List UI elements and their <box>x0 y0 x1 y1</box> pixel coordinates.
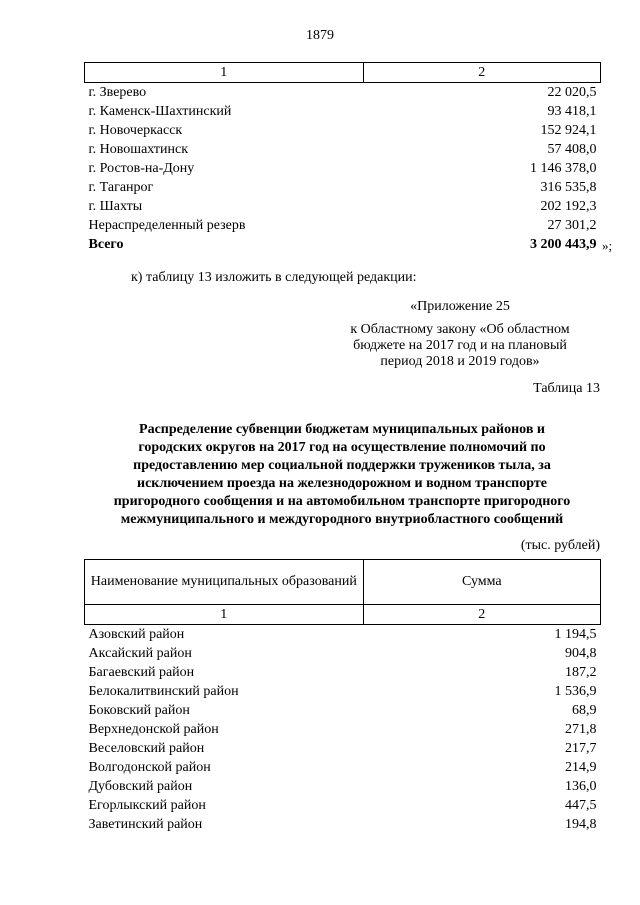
quote-close: »; <box>602 238 613 253</box>
row-name: г. Зверево <box>88 85 147 100</box>
table-row <box>85 739 601 758</box>
table-row <box>85 83 601 103</box>
row-value: 187,2 <box>565 665 597 680</box>
row-name: г. Таганрог <box>88 180 154 195</box>
column-number: 1 <box>85 63 364 83</box>
table-row <box>85 701 601 720</box>
table-row <box>85 102 601 121</box>
subvention-table <box>84 559 601 834</box>
row-value: 22 020,5 <box>547 85 597 100</box>
row-value: 214,9 <box>565 760 597 775</box>
row-value: 194,8 <box>565 817 597 832</box>
row-value: 27 301,2 <box>547 218 597 233</box>
row-value: 57 408,0 <box>547 142 597 157</box>
amendment-instruction: к) таблицу 13 изложить в следующей редакции: <box>131 270 417 285</box>
row-name: Верхнедонской район <box>88 722 219 737</box>
row-name: Егорлыкский район <box>88 798 206 813</box>
row-value: 68,9 <box>572 703 597 718</box>
heading-line: Распределение субвенции бюджетам муниципальных районов и <box>139 422 545 437</box>
appendix-line: бюджете на 2017 год и на плановый <box>353 338 567 353</box>
row-value: 1 536,9 <box>554 684 597 699</box>
row-name: г. Каменск-Шахтинский <box>88 104 232 119</box>
row-value: 447,5 <box>565 798 597 813</box>
row-name: г. Новочеркасск <box>88 123 183 138</box>
column-header: Наименование муниципальных образований <box>85 560 364 605</box>
table-header-row <box>85 560 601 605</box>
row-name: Белокалитвинский район <box>88 684 239 699</box>
table-row <box>85 159 601 178</box>
table-row <box>85 796 601 815</box>
table-row <box>85 121 601 140</box>
row-value: 1 146 378,0 <box>530 161 597 176</box>
column-number: 1 <box>85 605 364 625</box>
table-header-row <box>85 63 601 83</box>
row-value: 271,8 <box>565 722 597 737</box>
row-name: Дубовский район <box>88 779 193 794</box>
units-label: (тыс. рублей) <box>520 538 600 553</box>
table-heading <box>82 421 602 529</box>
column-number: 2 <box>363 605 600 625</box>
row-value: 217,7 <box>565 741 597 756</box>
total-value: 3 200 443,9 <box>530 237 597 252</box>
column-number: 2 <box>363 63 600 83</box>
row-value: 152 924,1 <box>540 123 597 138</box>
table-row <box>85 140 601 159</box>
heading-line: предоставлению мер социальной поддержки тружеников тыла, за <box>133 458 551 473</box>
row-name: Заветинский район <box>88 817 203 832</box>
table-row <box>85 644 601 663</box>
row-value: 1 194,5 <box>554 627 597 642</box>
row-name: Боковский район <box>88 703 190 718</box>
row-name: Азовский район <box>88 627 185 642</box>
table-row <box>85 216 601 235</box>
page-number: 1879 <box>306 28 334 43</box>
row-name: г. Ростов-на-Дону <box>88 161 195 176</box>
row-name: Багаевский район <box>88 665 195 680</box>
appendix-line: период 2018 и 2019 годов» <box>380 354 540 369</box>
table-row <box>85 682 601 701</box>
table-row <box>85 625 601 645</box>
table-row <box>85 815 601 834</box>
total-row <box>85 235 601 254</box>
heading-line: исключением проезда на железнодорожном и водном транспорте <box>137 476 547 491</box>
appendix-title: «Приложение 25 <box>410 299 510 314</box>
row-value: 93 418,1 <box>547 104 597 119</box>
table-row <box>85 758 601 777</box>
table-row <box>85 663 601 682</box>
appendix-line: к Областному закону «Об областном <box>350 322 570 337</box>
heading-line: межмуниципального и междугородного внутриобластного сообщений <box>120 512 564 527</box>
heading-line: городских округов на 2017 год на осуществление полномочий по <box>138 440 546 455</box>
row-value: 904,8 <box>565 646 597 661</box>
table-row <box>85 178 601 197</box>
column-header: Сумма <box>363 560 600 605</box>
district-totals-table <box>84 62 601 254</box>
row-name: г. Новошахтинск <box>88 142 189 157</box>
table-row <box>85 720 601 739</box>
table-label: Таблица 13 <box>533 381 600 396</box>
table-header-row <box>85 605 601 625</box>
row-name: Нераспределенный резерв <box>88 218 246 233</box>
total-label: Всего <box>88 237 124 252</box>
row-value: 136,0 <box>565 779 597 794</box>
row-value: 202 192,3 <box>540 199 597 214</box>
table-row <box>85 777 601 796</box>
heading-line: пригородного сообщения и на автомобильном транспорте пригородного <box>113 494 571 509</box>
row-name: Волгодонской район <box>88 760 211 775</box>
row-name: Аксайский район <box>88 646 192 661</box>
row-name: г. Шахты <box>88 199 143 214</box>
table-row <box>85 197 601 216</box>
row-value: 316 535,8 <box>540 180 597 195</box>
row-name: Веселовский район <box>88 741 205 756</box>
